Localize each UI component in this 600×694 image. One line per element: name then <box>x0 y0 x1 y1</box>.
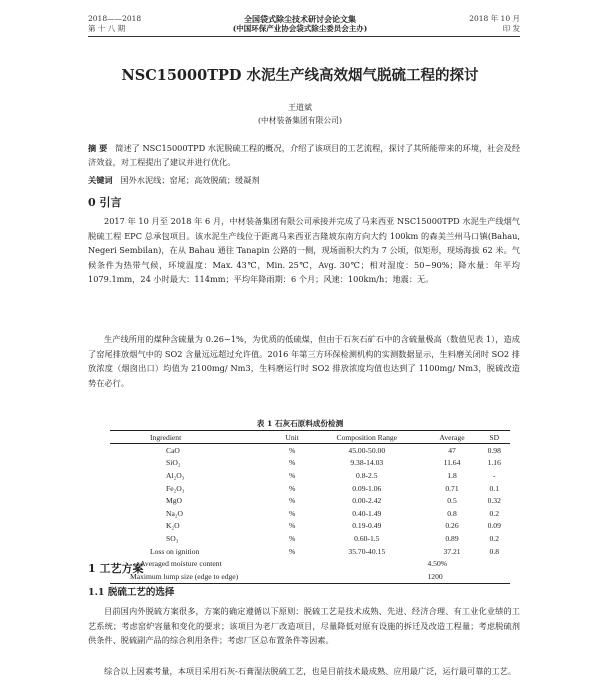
section-heading-process: 1 工艺方案 <box>88 562 144 575</box>
table-cell: - <box>492 470 496 480</box>
table-cell: 0.19-0.49 <box>352 521 382 531</box>
table-cell: 47 <box>448 445 456 455</box>
table-cell: SO₃ <box>166 533 179 543</box>
table-row <box>110 494 510 507</box>
table-cell: Fe₂O₃ <box>166 483 185 493</box>
table-cell: Maximum lump size (edge to edge) <box>110 570 425 583</box>
composition-table <box>110 430 510 584</box>
table-cell: 37.21 <box>443 546 461 556</box>
table-cell: CaO <box>166 445 180 455</box>
table-row <box>110 520 510 533</box>
table-cell: % <box>288 521 296 531</box>
table-cell: Averaged moisture content <box>140 559 222 569</box>
table-cell: % <box>288 533 296 543</box>
table-header-cell: Composition Range <box>308 431 425 444</box>
table-cell: % <box>288 458 296 468</box>
abstract-label: 摘 要 <box>88 143 108 153</box>
keywords <box>88 174 520 188</box>
table-cell: 0.1 <box>489 483 499 493</box>
table-cell: 1.16 <box>487 458 501 468</box>
table-cell: % <box>288 508 296 518</box>
table-cell: 0.32 <box>487 496 501 506</box>
table-cell: % <box>288 483 296 493</box>
table-row-summary <box>110 570 510 583</box>
table-cell: 9.38-14.03 <box>350 458 384 468</box>
section-heading-introduction: 0 引言 <box>88 196 122 209</box>
table-cell: SiO₂ <box>166 458 181 468</box>
table-row <box>110 545 510 558</box>
table-cell: 0.40-1.49 <box>352 508 382 518</box>
table-cell: 0.00-2.42 <box>352 496 382 506</box>
header-date: 2018 年 10 月 <box>469 14 520 23</box>
author-affiliation: (中材装备集团有限公司) <box>257 116 343 125</box>
process-paragraph-2: 综合以上因素考量，本项目采用石灰-石膏湿法脱硫工艺，也是目前技术最成熟、应用最广泛，运行最可靠的工艺。 <box>104 666 517 676</box>
table-cell: Al₂O₃ <box>166 470 185 480</box>
table-cell: 0.26 <box>445 521 459 531</box>
abstract-text: 简述了 NSC15000TPD 水泥脱硫工程的概况，介绍了该项目的工艺流程，探讨了其所能带来的环境，社会及经济效益，对工程提出了建议并进行优化。 <box>88 143 521 167</box>
table-cell: % <box>288 546 296 556</box>
paper-title: NSC15000TPD 水泥生产线高效烟气脱硫工程的探讨 <box>121 67 479 84</box>
table-header-cell: Average <box>425 431 478 444</box>
table-cell: 0.71 <box>445 483 459 493</box>
table-cell: 0.89 <box>445 533 459 543</box>
header-rule <box>88 36 520 37</box>
intro-paragraph-2: 生产线所用的煤种含硫量为 0.26~1%，为优质的低硫煤，但由于石灰石矿石中的含硫量极高（数值见表 1），造成了窑尾排放烟气中的 SO2 含量远远超过允许值。2016 年第三方环保检测机构的实测数据显示，生料磨关闭时 SO2 排放浓度（烟囱出口）均值为 2100mg/ Nm3，生料磨运行时 SO2 排放浓度均值也达到了 1100mg/ Nm3，脱硫改造势在必行。 <box>88 334 520 388</box>
table-row <box>110 444 510 457</box>
table-row-summary <box>110 557 510 570</box>
table-cell: 0.8 <box>447 508 457 518</box>
table-caption: 表 1 石灰石原料成份检测 <box>256 419 344 428</box>
table-cell: 0.98 <box>487 445 501 455</box>
table-cell: 4.50% <box>427 559 448 569</box>
intro-paragraph-1: 2017 年 10 月至 2018 年 6 月，中材装备集团有限公司承接并完成了马来西亚 NSC15000TPD 水泥生产线烟气脱硫工程 EPC 总承包项目。该水泥生产线位于距离马来西亚吉隆坡东南方向大约 100km 的森美兰州马口镇(Bahau, Negeri Sembilan)，在从 Bahau 通往 Tanapin 公路的一侧，现场面积大约为 7 公顷，似矩形，现场海拔 62 米。气候条件为热带气候，环境温度：Max. 43℃，Min. 25℃，Avg. 30℃；相对湿度：50~90%；降水量：年平均 1079.1mm，24 小时最大：114mm；平均年降雨期：6 个月；风速：100km/h；地震：无。 <box>88 216 520 284</box>
table-header-row <box>110 431 510 444</box>
header-print-label: 印 发 <box>502 24 520 33</box>
table-cell: 0.09 <box>487 521 501 531</box>
header-right <box>469 14 520 34</box>
process-paragraph-1: 目前国内外脱硫方案很多，方案的确定遵循以下原则：脱硫工艺是技术成熟、先进、经济合理、有工业化业绩的工艺系统；考虑窑炉容量和变化的要求；该项目为老厂改造项目，尽量降低对原有设施的拆迁及改造工程量；考虑脱硫剂供条件、脱硫副产品的综合利用条件；考虑厂区总布置条件等因素。 <box>88 606 520 645</box>
table-cell: 0.5 <box>447 496 457 506</box>
table-cell: 45.00-50.00 <box>348 445 386 455</box>
author-name: 王道斌 <box>288 103 312 112</box>
table-cell: 0.09-1.06 <box>352 483 382 493</box>
header-issue-years: 2018——2018 <box>88 14 142 23</box>
keywords-text: 国外水泥线；窑尾；高效脱硫；缓凝剂 <box>120 175 260 185</box>
table-row <box>110 457 510 470</box>
header-center <box>200 14 400 34</box>
table-row <box>110 482 510 495</box>
table-cell: % <box>288 470 296 480</box>
table-header-cell: Ingredient <box>110 431 276 444</box>
header-left <box>88 14 141 34</box>
header-organizer: (中国环保产业协会袋式除尘委员会主办) <box>232 24 368 33</box>
table-header-cell: SD <box>479 431 510 444</box>
table-cell: K₂O <box>166 521 180 531</box>
table-cell: 0.8 <box>489 546 499 556</box>
subsection-heading-desulfurization: 1.1 脱硫工艺的选择 <box>88 587 175 598</box>
table-row <box>110 507 510 520</box>
keywords-label: 关键词 <box>88 175 113 185</box>
table-cell: 11.64 <box>443 458 461 468</box>
table-cell: 0.2 <box>489 508 499 518</box>
table-cell: 0.60-1.5 <box>354 533 380 543</box>
table-header-cell: Unit <box>276 431 308 444</box>
table-cell: 1.8 <box>447 470 457 480</box>
table-cell: % <box>288 496 296 506</box>
table-cell: Na₂O <box>166 508 183 518</box>
table-cell: Loss on ignition <box>150 546 200 556</box>
table-row <box>110 532 510 545</box>
header-proceedings-title: 全国袋式除尘技术研讨会论文集 <box>244 14 356 24</box>
header-issue-number: 第 十 八 期 <box>88 24 126 33</box>
table-cell: 0.2 <box>489 533 499 543</box>
abstract <box>88 142 520 169</box>
table-cell: 0.8-2.5 <box>356 470 378 480</box>
table-row <box>110 469 510 482</box>
table-cell: 1200 <box>425 570 510 583</box>
table-cell: 35.70-40.15 <box>348 546 386 556</box>
table-cell: % <box>288 445 296 455</box>
table-cell: MgO <box>166 496 183 506</box>
